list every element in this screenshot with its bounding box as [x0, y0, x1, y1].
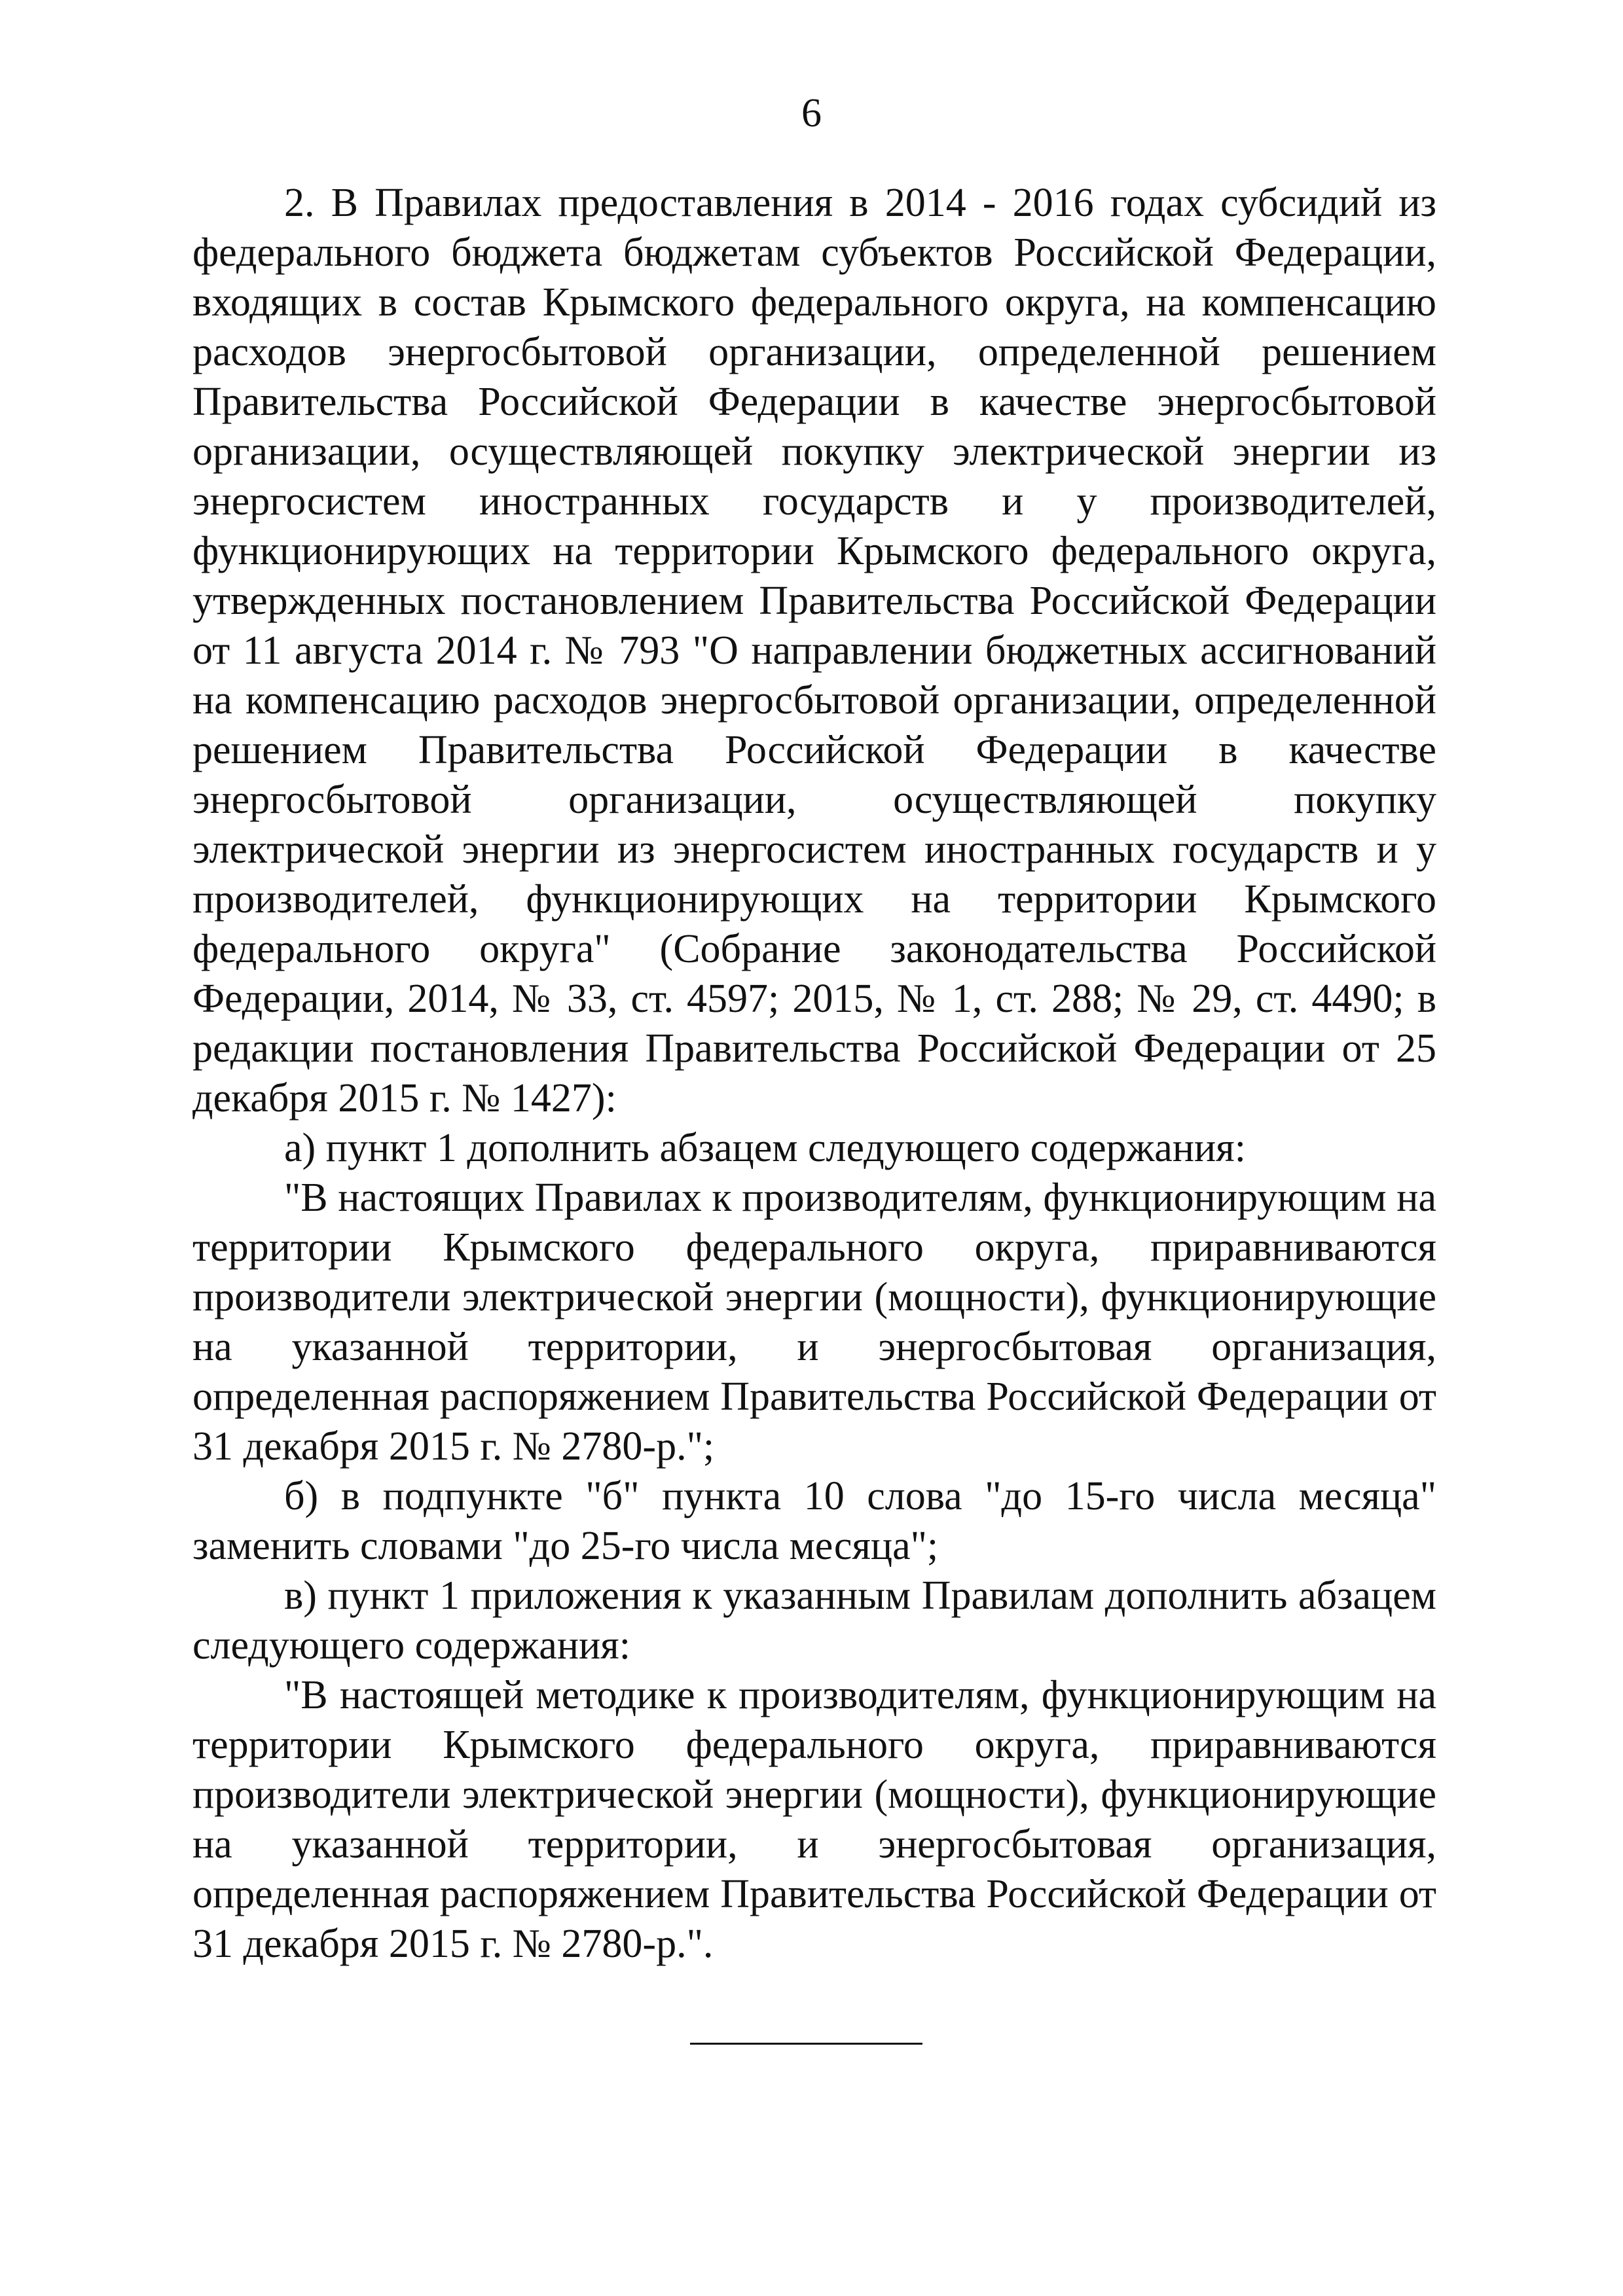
paragraph-quote-methodology: "В настоящей методике к производителям, функционирующим на территории Крымского федерального округа, приравниваются производители электрической энергии (мощности), функционирующие на указанной территории, и энергосбытовая организация, определенная распоряжением Правительства Российской Федерации от 31 декабря 2015 г. № 2780-р.".	[192, 1673, 1436, 1966]
page-number: 6	[801, 91, 822, 135]
paragraph-amendment-2: 2. В Правилах предоставления в 2014 - 2016 годах субсидий из федерального бюджета бюджетам субъектов Российской Федерации, входящих в состав Крымского федерального округа, на компенсацию расходов энергосбытовой организации, определенной решением Правительства Российской Федерации в качестве энергосбытовой организации, осуществляющей покупку электрической энергии из энергосистем иностранных государств и у производителей, функционирующих на территории Крымского федерального округа, утвержденных постановлением Правительства Российской Федерации от 11 августа 2014 г. № 793 "О направлении бюджетных ассигнований на компенсацию расходов энергосбытовой организации, определенной решением Правительства Российской Федерации в качестве энергосбытовой организации, осуществляющей покупку электрической энергии из энергосистем иностранных государств и у производителей, функционирующих на территории Крымского федерального округа" (Собрание законодательства Российской Федерации, 2014, № 33, ст. 4597; 2015, № 1, ст. 288; № 29, ст. 4490; в редакции постановления Правительства Российской Федерации от 25 декабря 2015 г. № 1427):	[192, 181, 1436, 1121]
document-body	[192, 178, 1436, 1969]
paragraph-item-v: в) пункт 1 приложения к указанным Правилам дополнить абзацем следующего содержания:	[192, 1573, 1436, 1668]
paragraph-item-a: а) пункт 1 дополнить абзацем следующего содержания:	[284, 1126, 1246, 1170]
paragraph-item-b: б) в подпункте "б" пункта 10 слова "до 15-го числа месяца" заменить словами "до 25-го числа месяца";	[192, 1474, 1436, 1568]
end-divider-line	[690, 2043, 922, 2045]
paragraph-quote-rules: "В настоящих Правилах к производителям, функционирующим на территории Крымского федерального округа, приравниваются производители электрической энергии (мощности), функционирующие на указанной территории, и энергосбытовая организация, определенная распоряжением Правительства Российской Федерации от 31 декабря 2015 г. № 2780-р.";	[192, 1175, 1436, 1469]
